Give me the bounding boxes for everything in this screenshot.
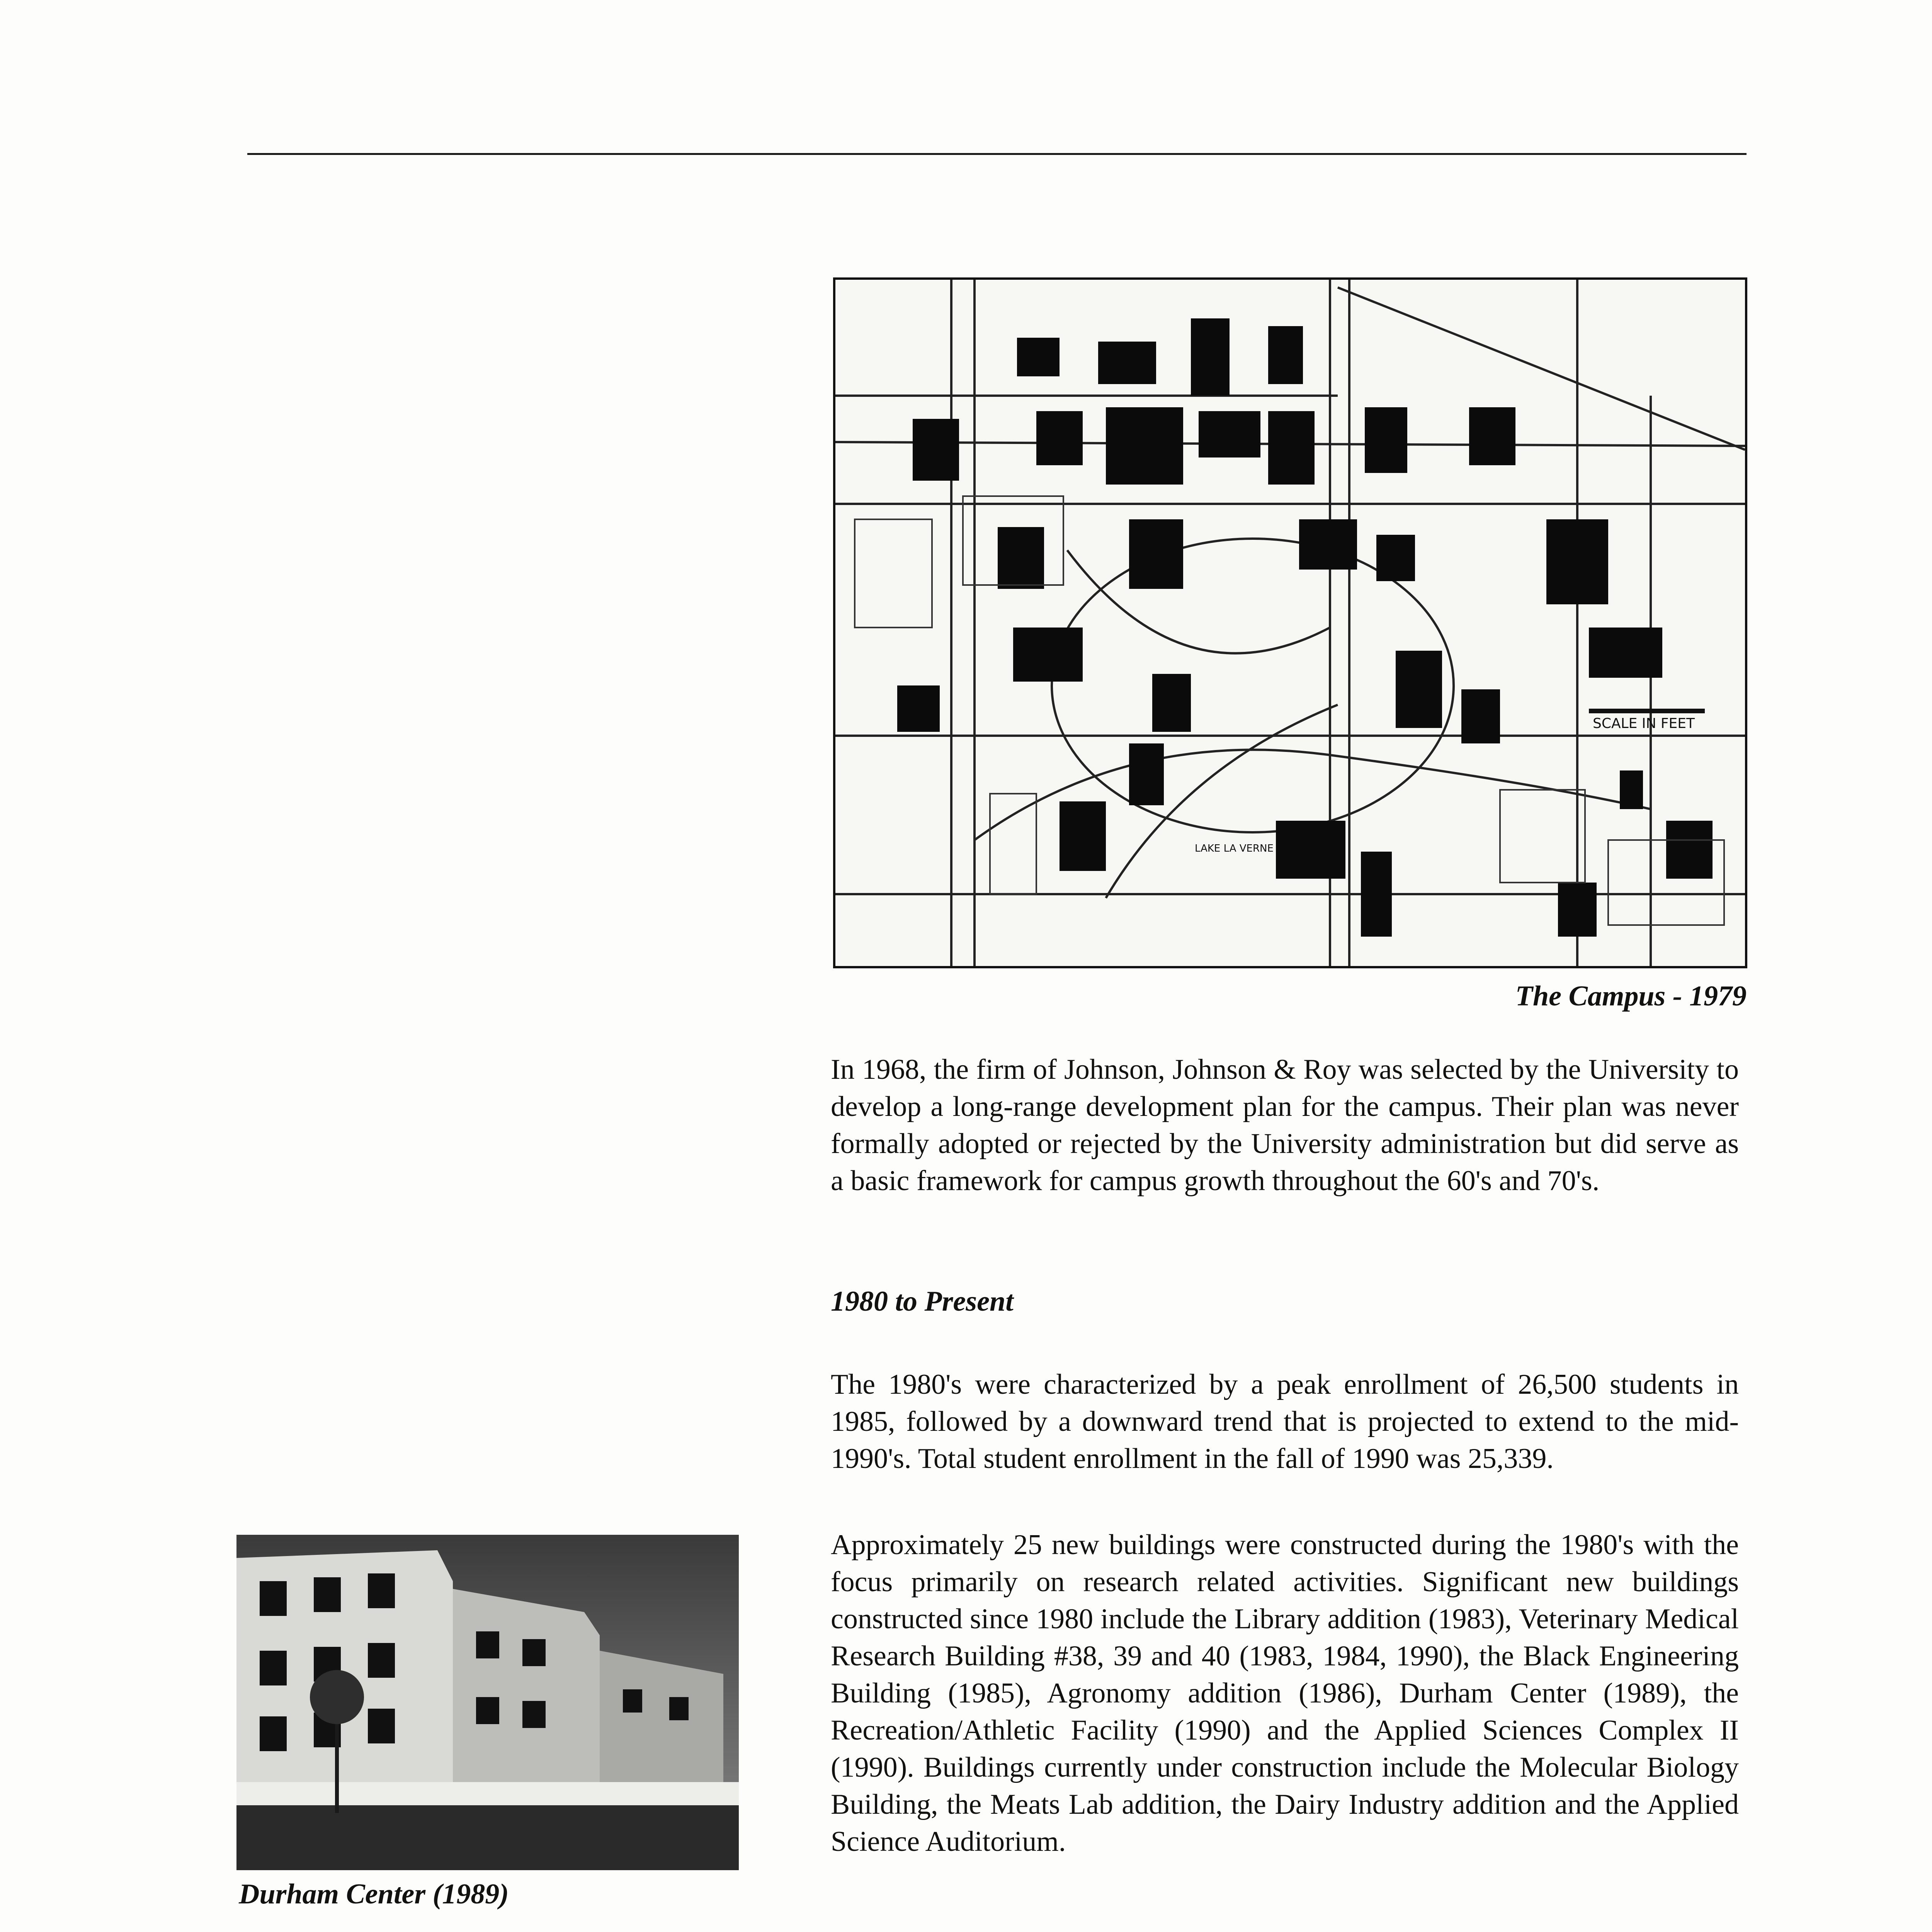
map-caption: The Campus - 1979 [1515,980,1747,1012]
body-paragraph-3: Approximately 25 new buildings were constructed during the 1980's with the focus primarily on research related activities. Significant new buildings constructed since 1980 include the Library addition (1983), Veterinary Medical Research Building #38, 39 and 40 (1983, 1984, 1990), the Black Engineering Building (1985), Agronomy addition (1986), Durham Center (1989), the Recreation/Athletic Facility (1990) and the Applied Sciences Complex II (1990). Buildings currently under construction include the Molecular Biology Building, the Meats Lab addition, the Dairy Industry addition and the Applied Science Auditorium. [831,1529,1739,1857]
section-heading: 1980 to Present [831,1286,1014,1317]
campus-map-1979 [833,277,1747,968]
body-paragraph-2: The 1980's were characterized by a peak enrollment of 26,500 students in 1985, followed by a downward trend that is projected to extend to the mid-1990's. Total student enrollment in the fall of 1990 was 25,339. [831,1369,1739,1475]
durham-center-photo [236,1535,739,1870]
header-rule [247,153,1747,155]
photo-caption: Durham Center (1989) [239,1878,509,1910]
map-lake-label: LAKE LA VERNE [1195,843,1274,854]
body-paragraph-1: In 1968, the firm of Johnson, Johnson & Roy was selected by the University to develop a long-range development plan for the campus. Their plan was never formally adopted or rejected by the University administration but did serve as a basic framework for campus growth throughout the 60's and 70's. [831,1054,1739,1197]
map-scale-label: SCALE IN FEET [1593,716,1695,731]
